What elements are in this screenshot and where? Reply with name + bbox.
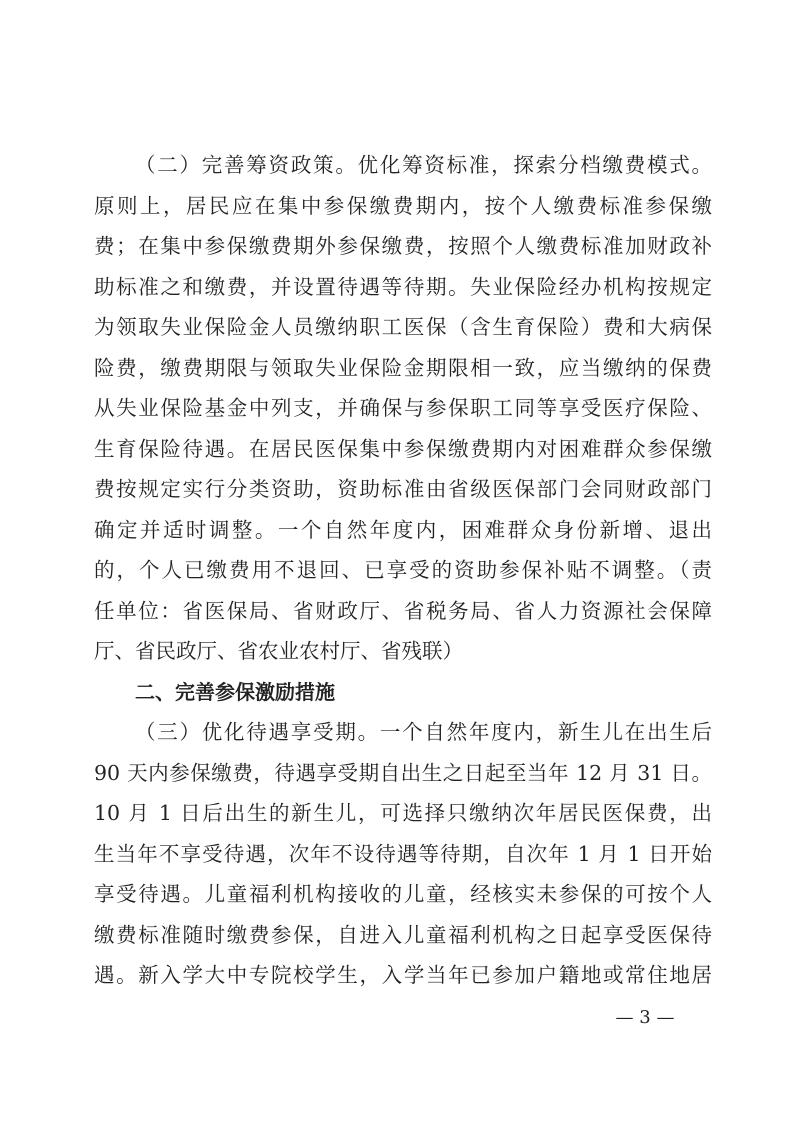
paragraph-line: 险费，缴费期限与领取失业保险金期限相一致，应当缴纳的保费 <box>94 355 712 380</box>
document-body <box>94 145 712 996</box>
paragraph-line: 享受待遇。儿童福利机构接收的儿童，经核实未参保的可按个人 <box>94 882 712 906</box>
paragraph-line: 为领取失业保险金人员缴纳职工医保（含生育保险）费和大病保 <box>94 315 712 339</box>
paragraph-line: 遇。新入学大中专院校学生，入学当年已参加户籍地或常住地居 <box>94 963 712 987</box>
paragraph-3-heading-line: （三）优化待遇享受期。一个自然年度内，新生儿在出生后 <box>135 720 712 744</box>
paragraph-line: 费按规定实行分类资助，资助标准由省级医保部门会同财政部门 <box>94 477 712 501</box>
paragraph-line: 确定并适时调整。一个自然年度内，困难群众身份新增、退出 <box>94 517 712 542</box>
section-heading: 二、完善参保激励措施 <box>135 679 335 704</box>
paragraph-line: 生育保险待遇。在居民医保集中参保缴费期内对困难群众参保缴 <box>94 436 712 461</box>
paragraph-line: 费；在集中参保缴费期外参保缴费，按照个人缴费标准加财政补 <box>94 234 712 258</box>
paragraph-line: 10 月 1 日后出生的新生儿，可选择只缴纳次年居民医保费，出 <box>94 801 712 825</box>
paragraph-line: 的，个人已缴费用不退回、已享受的资助参保补贴不调整。（责 <box>94 558 712 582</box>
paragraph-line: 缴费标准随时缴费参保，自进入儿童福利机构之日起享受医保待 <box>94 922 712 947</box>
paragraph-line: 厅、省民政厅、省农业农村厅、省残联） <box>94 639 463 663</box>
paragraph-line: 生当年不享受待遇，次年不设待遇等待期，自次年 1 月 1 日开始 <box>94 841 712 866</box>
paragraph-line: 任单位：省医保局、省财政厅、省税务局、省人力资源社会保障 <box>94 598 712 623</box>
paragraph-line: 助标准之和缴费，并设置待遇等待期。失业保险经办机构按规定 <box>94 274 712 299</box>
paragraph-line: 90 天内参保缴费，待遇享受期自出生之日起至当年 12 月 31 日。 <box>94 760 712 785</box>
paragraph-line: 从失业保险基金中列支，并确保与参保职工同等享受医疗保险、 <box>94 396 712 420</box>
page-number: — 3 — <box>615 1007 675 1028</box>
paragraph-2-heading-line: （二）完善筹资政策。优化筹资标准，探索分档缴费模式。 <box>135 153 712 177</box>
paragraph-line: 原则上，居民应在集中参保缴费期内，按个人缴费标准参保缴 <box>94 193 712 218</box>
